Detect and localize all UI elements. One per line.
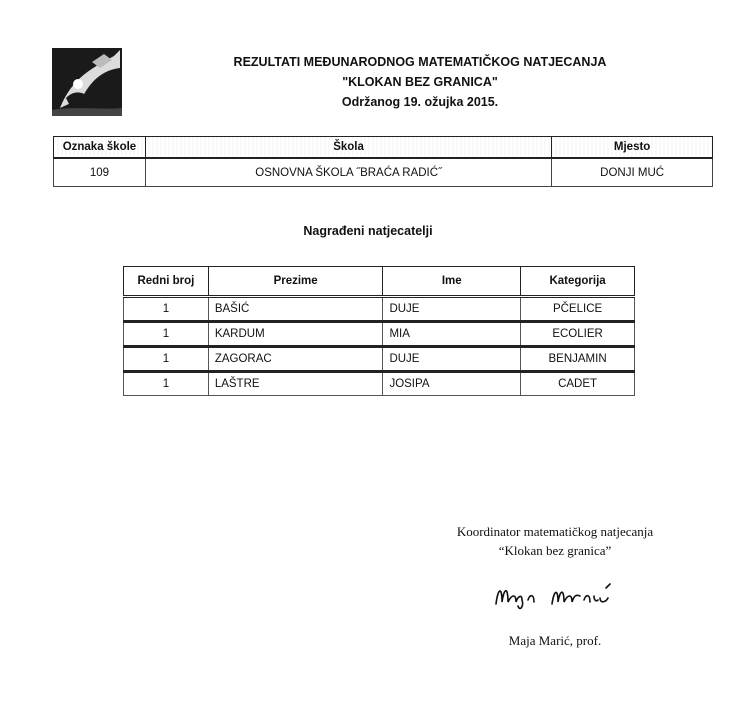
col-header-place: Mjesto — [552, 137, 713, 159]
col-header-school-code: Oznaka škole — [54, 137, 146, 159]
school-place: DONJI MUĆ — [552, 158, 713, 187]
cell-category: CADET — [521, 372, 635, 396]
school-table-header — [54, 137, 713, 159]
header-date: Održanog 19. ožujka 2015. — [341, 95, 499, 109]
header-competition-name: "KLOKAN BEZ GRANICA" — [342, 75, 498, 89]
table-row — [124, 372, 635, 396]
col-header-surname: Prezime — [208, 267, 383, 297]
cell-name: DUJE — [383, 347, 521, 372]
cell-name: MIA — [383, 322, 521, 347]
competition-name: “Klokan bez granica” — [498, 543, 612, 558]
cell-surname: KARDUM — [208, 322, 383, 347]
winners-table-header — [124, 267, 635, 297]
cell-surname: ZAGORAC — [208, 347, 383, 372]
cell-surname: BAŠIĆ — [208, 297, 383, 322]
cell-surname: LAŠTRE — [208, 372, 383, 396]
school-table — [53, 136, 713, 187]
table-row — [124, 322, 635, 347]
col-header-category: Kategorija — [521, 267, 635, 297]
document-header — [180, 52, 660, 112]
coordinator-name: Maja Marić, prof. — [508, 633, 602, 648]
col-header-name: Ime — [383, 267, 521, 297]
table-row — [54, 158, 713, 187]
winners-title: Nagrađeni natjecatelji — [303, 224, 433, 238]
cell-rank: 1 — [124, 372, 209, 396]
table-row — [124, 297, 635, 322]
cell-name: DUJE — [383, 297, 521, 322]
cell-category: ECOLIER — [521, 322, 635, 347]
cell-rank: 1 — [124, 297, 209, 322]
coordinator-title: Koordinator matematičkog natjecanja — [456, 524, 654, 539]
cell-category: BENJAMIN — [521, 347, 635, 372]
col-header-school: Škola — [145, 137, 551, 159]
cell-rank: 1 — [124, 322, 209, 347]
klokan-logo-icon — [52, 48, 122, 116]
winners-table — [123, 266, 635, 396]
cell-rank: 1 — [124, 347, 209, 372]
col-header-rank: Redni broj — [124, 267, 209, 297]
cell-category: PČELICE — [521, 297, 635, 322]
school-name: OSNOVNA ŠKOLA ˝BRAĆA RADIĆ˝ — [145, 158, 551, 187]
cell-name: JOSIPA — [383, 372, 521, 396]
handwritten-signature — [490, 578, 620, 614]
school-code: 109 — [54, 158, 146, 187]
table-row — [124, 347, 635, 372]
header-title: REZULTATI MEĐUNARODNOG MATEMATIČKOG NATJECANJA — [233, 55, 607, 69]
